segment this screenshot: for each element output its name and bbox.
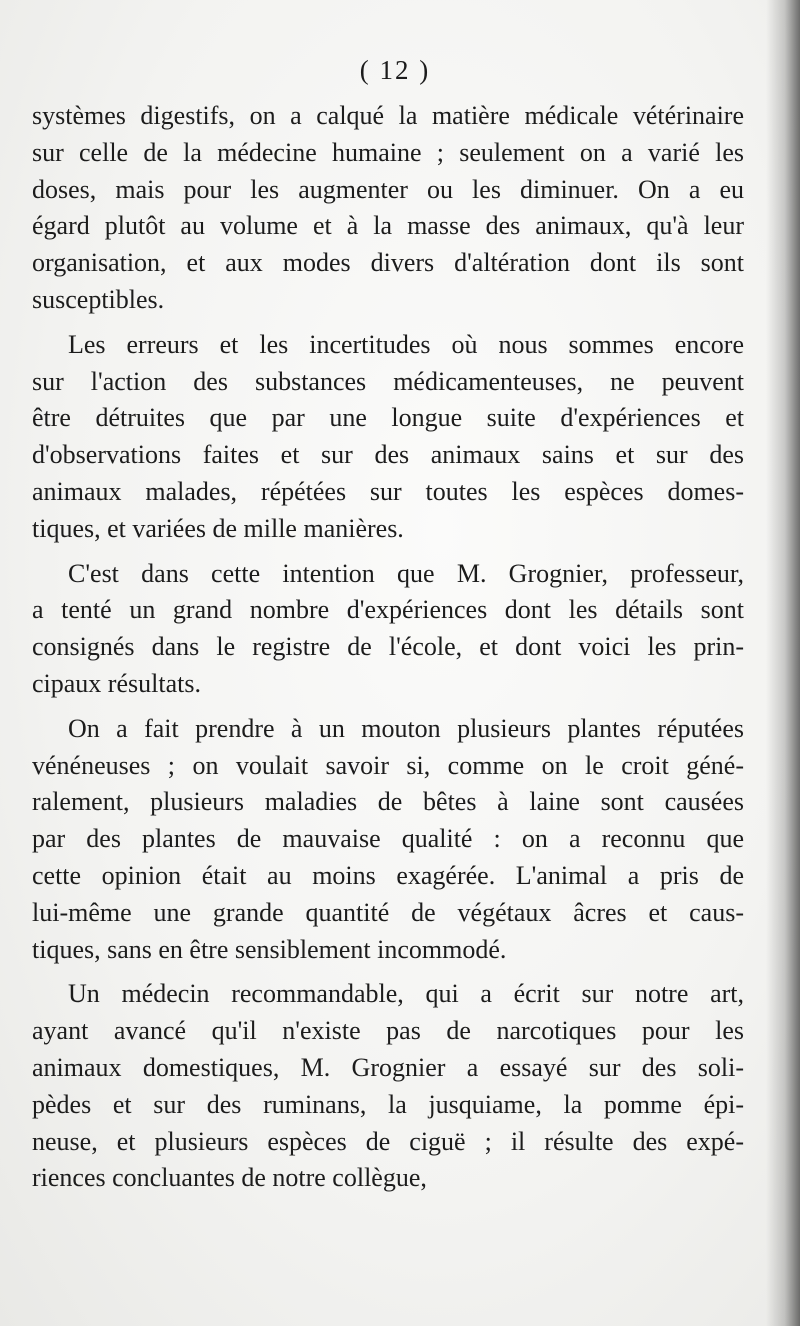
text-line: animaux malades, répétées sur toutes les espèces domes- xyxy=(32,476,744,506)
text-line: animaux domestiques, M. Grognier a essayé sur des soli- xyxy=(32,1052,744,1082)
text-line: pèdes et sur des ruminans, la jusquiame, la pomme épi- xyxy=(32,1089,744,1119)
text-line: cette opinion était au moins exagérée. L'animal a pris de xyxy=(32,860,744,890)
text-line: susceptibles. xyxy=(32,284,165,314)
text-line: ayant avancé qu'il n'existe pas de narcotiques pour les xyxy=(32,1016,744,1046)
text-line: vénéneuses ; on voulait savoir si, comme on le croit géné- xyxy=(32,750,744,780)
text-line: On a fait prendre à un mouton plusieurs plantes réputées xyxy=(68,713,744,743)
text-line: d'observations faites et sur des animaux sains et sur des xyxy=(32,440,744,470)
text-line: neuse, et plusieurs espèces de ciguë ; il résulte des expé- xyxy=(32,1126,744,1156)
text-line: organisation, et aux modes divers d'altération dont ils sont xyxy=(32,248,744,278)
text-line: être détruites que par une longue suite d'expériences et xyxy=(32,403,744,433)
paragraph xyxy=(32,711,744,969)
body-text xyxy=(32,98,744,1197)
text-line: Les erreurs et les incertitudes où nous sommes encore xyxy=(68,329,744,359)
text-line: égard plutôt au volume et à la masse des animaux, qu'à leur xyxy=(32,211,744,241)
text-line: par des plantes de mauvaise qualité : on a reconnu que xyxy=(32,824,744,854)
text-line: cipaux résultats. xyxy=(32,668,201,698)
text-line: consignés dans le registre de l'école, et dont voici les prin- xyxy=(32,632,744,662)
paragraph xyxy=(32,98,744,319)
text-line: doses, mais pour les augmenter ou les diminuer. On a eu xyxy=(32,174,744,204)
text-line: tiques, sans en être sensiblement incommodé. xyxy=(32,934,507,964)
page-edge-shadow xyxy=(766,0,800,1326)
text-line: tiques, et variées de mille manières. xyxy=(32,513,404,543)
text-line: ralement, plusieurs maladies de bêtes à laine sont causées xyxy=(32,787,744,817)
text-line: systèmes digestifs, on a calqué la matière médicale vétérinaire xyxy=(32,101,744,130)
text-line: a tenté un grand nombre d'expériences dont les détails sont xyxy=(32,595,744,625)
paragraph xyxy=(32,556,744,703)
text-line: lui-même une grande quantité de végétaux âcres et caus- xyxy=(32,897,744,927)
text-line: Un médecin recommandable, qui a écrit sur notre art, xyxy=(68,979,744,1009)
text-line: C'est dans cette intention que M. Grognier, professeur, xyxy=(68,558,744,588)
text-line: riences concluantes de notre collègue, xyxy=(32,1163,427,1193)
text-line: sur l'action des substances médicamenteuses, ne peuvent xyxy=(32,366,744,396)
text-line: sur celle de la médecine humaine ; seulement on a varié les xyxy=(32,137,744,167)
paragraph xyxy=(32,327,744,548)
page-number: ( 12 ) xyxy=(359,55,431,85)
paragraph xyxy=(32,976,744,1197)
